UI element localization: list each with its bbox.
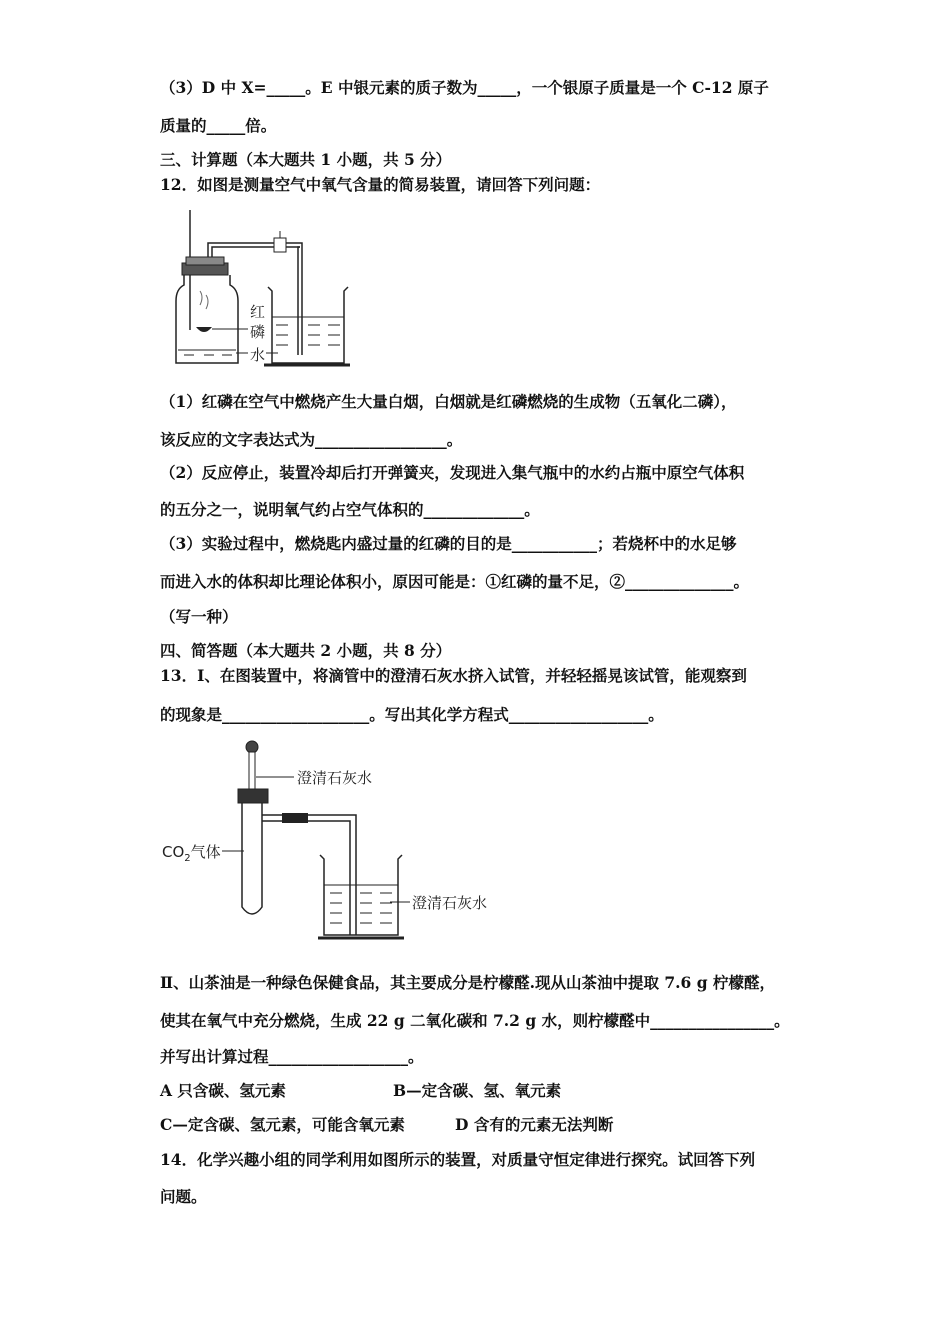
question-12-stem: 12．如图是测量空气中氧气含量的简易装置，请回答下列问题： [160, 175, 601, 194]
question-11-3-line-1: （3）D 中 X=_____。E 中银元素的质子数为_____，一个银原子质量是一个 C-12 原子 [160, 78, 769, 97]
question-13-line-2: 的现象是___________________。写出其化学方程式__________________。 [160, 705, 664, 724]
option-b: B—定含碳、氢、氧元素 [393, 1081, 562, 1100]
question-12-3-line-1: （3）实验过程中，燃烧匙内盛过量的红磷的目的是___________；若烧杯中的水足够 [160, 534, 737, 553]
label-limewater-dropper: 澄清石灰水 [297, 769, 373, 787]
question-12-1-line-2: 该反应的文字表达式为_________________。 [160, 430, 463, 449]
co2-limewater-figure [160, 735, 540, 950]
option-c: C—定含碳、氢元素，可能含氧元素 [160, 1115, 405, 1134]
question-13-II-line-2: 使其在氧气中充分燃烧，生成 22 g 二氧化碳和 7.2 g 水，则柠檬醛中________________。 [160, 1011, 790, 1030]
label-phosphorus: 磷 [250, 323, 266, 341]
question-12-2-line-2: 的五分之一，说明氧气约占空气体积的_____________。 [160, 500, 540, 519]
question-12-3-line-3: （写一种） [160, 607, 238, 626]
question-13-II-line-1: Ⅱ、山茶油是一种绿色保健食品，其主要成分是柠檬醛.现从山茶油中提取 7.6 g 柠檬醛， [160, 973, 775, 992]
label-water: 水 [250, 346, 266, 364]
question-12-2-line-1: （2）反应停止，装置冷却后打开弹簧夹，发现进入集气瓶中的水约占瓶中原空气体积 [160, 463, 745, 482]
label-limewater-beaker: 澄清石灰水 [412, 894, 488, 912]
question-14-line-2: 问题。 [160, 1187, 207, 1206]
section-4-heading: 四、简答题（本大题共 2 小题，共 8 分） [160, 641, 452, 660]
question-14-line-1: 14．化学兴趣小组的同学利用如图所示的装置，对质量守恒定律进行探究。试回答下列 [160, 1150, 756, 1169]
question-11-3-line-2: 质量的_____倍。 [160, 116, 277, 135]
label-co2: $CO_2$气体 [162, 843, 221, 864]
question-13-line-1: 13．Ⅰ、在图装置中，将滴管中的澄清石灰水挤入试管，并轻轻摇晃该试管，能观察到 [160, 666, 747, 685]
question-12-3-line-2: 而进入水的体积却比理论体积小，原因可能是：①红磷的量不足，②______________。 [160, 572, 750, 591]
section-3-heading: 三、计算题（本大题共 1 小题，共 5 分） [160, 150, 452, 169]
option-a: A 只含碳、氢元素 [160, 1081, 286, 1100]
question-12-1-line-1: （1）红磷在空气中燃烧产生大量白烟，白烟就是红磷燃烧的生成物（五氧化二磷）， [160, 392, 737, 411]
label-red: 红 [250, 303, 266, 321]
question-13-II-line-3: 并写出计算过程__________________。 [160, 1047, 424, 1066]
option-d: D 含有的元素无法判断 [455, 1115, 614, 1134]
oxygen-apparatus-figure [160, 205, 540, 375]
